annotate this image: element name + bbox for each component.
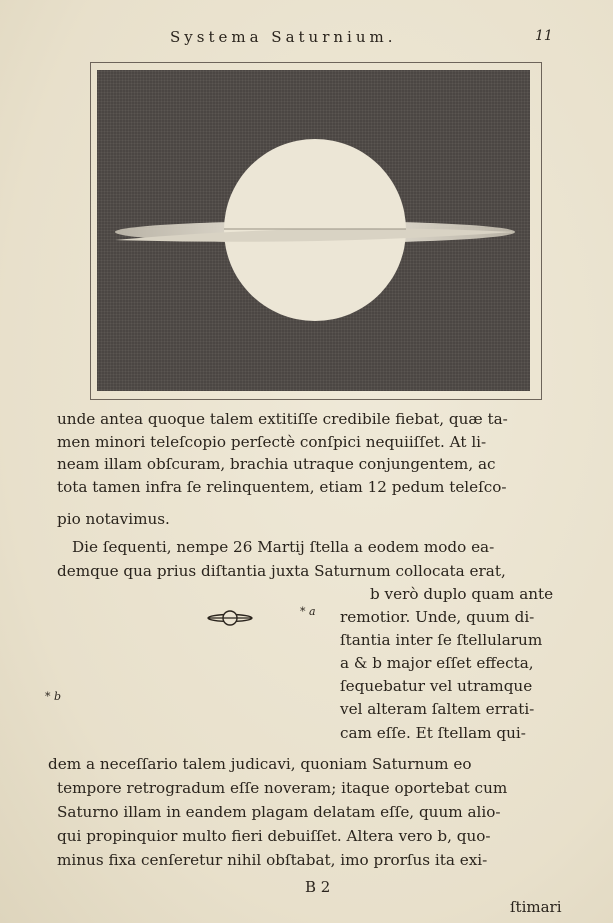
running-title: Systema Saturnium. (170, 28, 397, 46)
text-line: unde antea quoque talem extitiſſe credibile fiebat, quæ ta- (57, 410, 508, 428)
catchword: ſtimari (510, 898, 562, 916)
signature-mark: B 2 (305, 878, 331, 896)
text-line: neam illam obſcuram, brachia utraque conjungentem, ac (57, 455, 496, 473)
saturn-small-figure (205, 606, 255, 634)
text-line: cam eſſe. Et ſtellam qui- (340, 724, 526, 742)
saturn-illustration (97, 70, 530, 391)
text-line: pio notavimus. (57, 510, 170, 528)
text-line: Saturno illam in eandem plagam delatam eſſe, quum alio- (57, 803, 501, 821)
text-line: men minori teleſcopio perſectè conſpici nequiiſſet. At li- (57, 433, 487, 451)
saturn-plate (97, 70, 530, 391)
text-line: Die ſequenti, nempe 26 Martij ſtella a eodem modo ea- (72, 538, 495, 556)
star-a-label: * a (300, 605, 316, 618)
star-b-label: * b (45, 690, 62, 703)
text-line: remotior. Unde, quum di- (340, 608, 535, 626)
text-line: dem a neceſſario talem judicavi, quoniam Saturnum eo (48, 755, 472, 773)
text-line: vel alteram ſaltem errati- (340, 700, 535, 718)
text-line: tota tamen infra ſe relinquentem, etiam 12 pedum teleſco- (57, 478, 507, 496)
saturn-small-icon (205, 606, 255, 630)
text-line: minus fixa cenſeretur nihil obſtabat, imo prorſus ita exi- (57, 851, 488, 869)
text-line: demque qua prius diſtantia juxta Saturnum collocata erat, (57, 562, 506, 580)
text-line: qui propinquior multo fieri debuiſſet. Altera vero b, quo- (57, 827, 491, 845)
page-number: 11 (535, 28, 553, 44)
text-line: a & b major eſſet effecta, (340, 654, 534, 672)
text-line: tempore retrogradum eſſe noveram; itaque oportebat cum (57, 779, 508, 797)
text-line: ſtantia inter ſe ſtellularum (340, 631, 543, 649)
text-line: ſequebatur vel utramque (340, 677, 533, 695)
text-line: b verò duplo quam ante (370, 585, 554, 603)
